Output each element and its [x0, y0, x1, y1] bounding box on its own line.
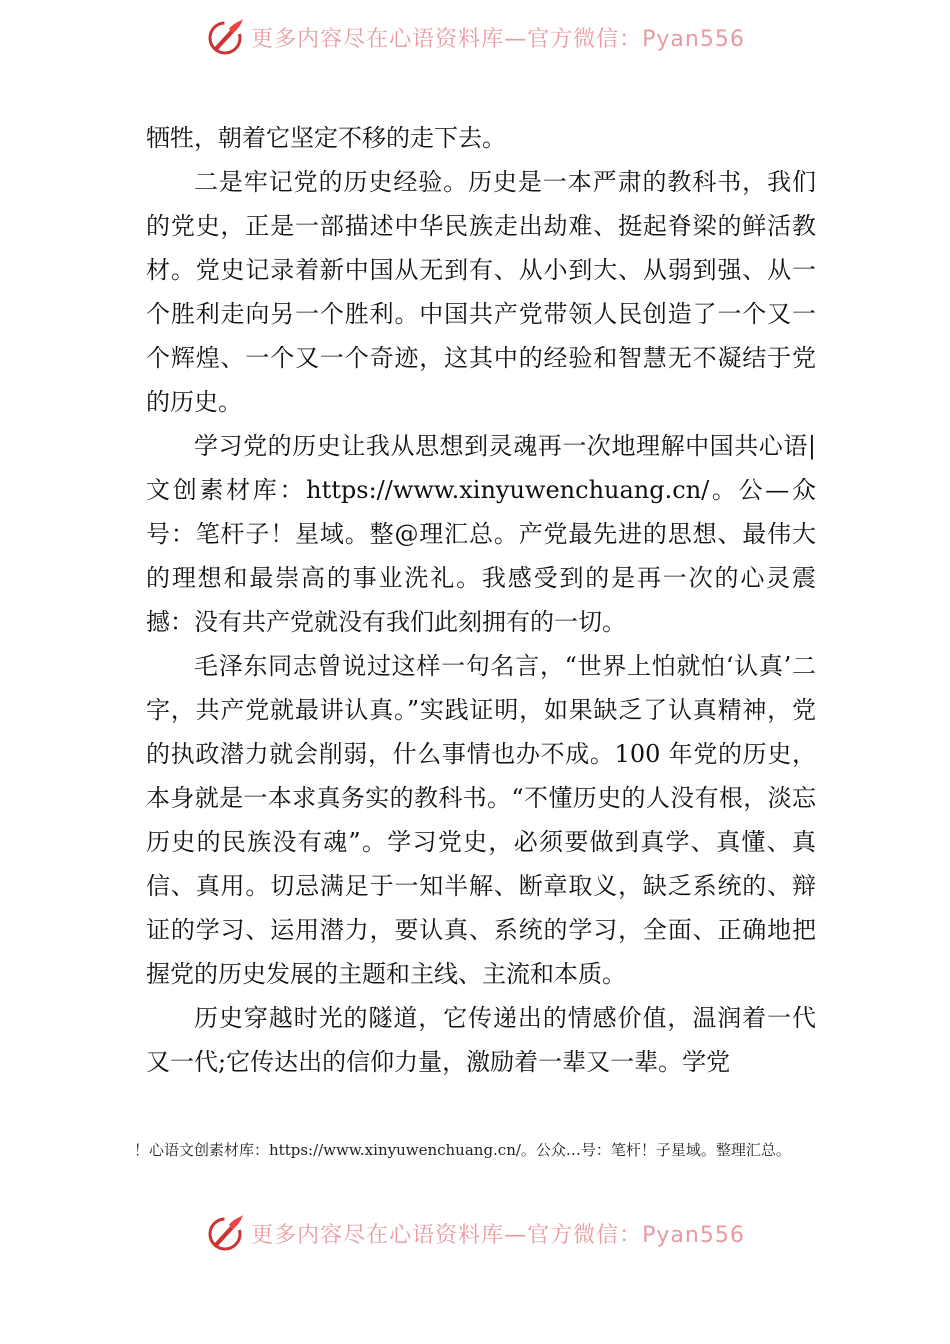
header-banner [0, 12, 950, 62]
paragraph: 牺牲，朝着它坚定不移的走下去。 [146, 124, 506, 152]
banner-text: 更多内容尽在心语资料库—官方微信：Pyan556 [251, 26, 745, 52]
banner-text: 更多内容尽在心语资料库—官方微信：Pyan556 [251, 1222, 745, 1248]
document-body [146, 116, 816, 1084]
paragraph: 毛泽东同志曾说过这样一句名言，“世界上怕就怕‘认真’二字，共产党就最讲认真。”实践证明，如果缺乏了认真精神，党的执政潜力就会削弱，什么事情也办不成。100 年党的历史，本身就是一本求真务实的教科书。“不懂历史的人没有根，淡忘历史的民族没有魂”。学习党史，必须要做到真学、真懂、真信、真用。切忌满足于一知半解、断章取义，缺乏系统的、辩证的学习、运用潜力，要认真、系统的学习，全面、正确地把握党的历史发展的主题和主线、主流和本质。 [146, 652, 816, 988]
quill-pen-circle-icon [205, 17, 245, 57]
footnote: ！心语文创素材库：https://www.xinyuwenchuang.cn/。公众…号：笔杆！子星域。整理汇总。 [134, 1141, 791, 1159]
quill-pen-circle-icon [205, 1213, 245, 1253]
paragraph: 二是牢记党的历史经验。历史是一本严肃的教科书，我们的党史，正是一部描述中华民族走出劫难、挺起脊梁的鲜活教材。党史记录着新中国从无到有、从小到大、从弱到强、从一个胜利走向另一个胜利。中国共产党带领人民创造了一个又一个辉煌、一个又一个奇迹，这其中的经验和智慧无不凝结于党的历史。 [146, 168, 816, 416]
paragraph: 历史穿越时光的隧道，它传递出的情感价值，温润着一代又一代;它传达出的信仰力量，激励着一辈又一辈。学党 [146, 1004, 816, 1076]
footer-banner [0, 1208, 950, 1258]
paragraph: 学习党的历史让我从思想到灵魂再一次地理解中国共心语|文创素材库：https://www.xinyuwenchuang.cn/。公—众号：笔杆子！星域。整@理汇总。产党最先进的思想、最伟大的理想和最崇高的事业洗礼。我感受到的是再一次的心灵震撼：没有共产党就没有我们此刻拥有的一切。 [146, 432, 816, 636]
